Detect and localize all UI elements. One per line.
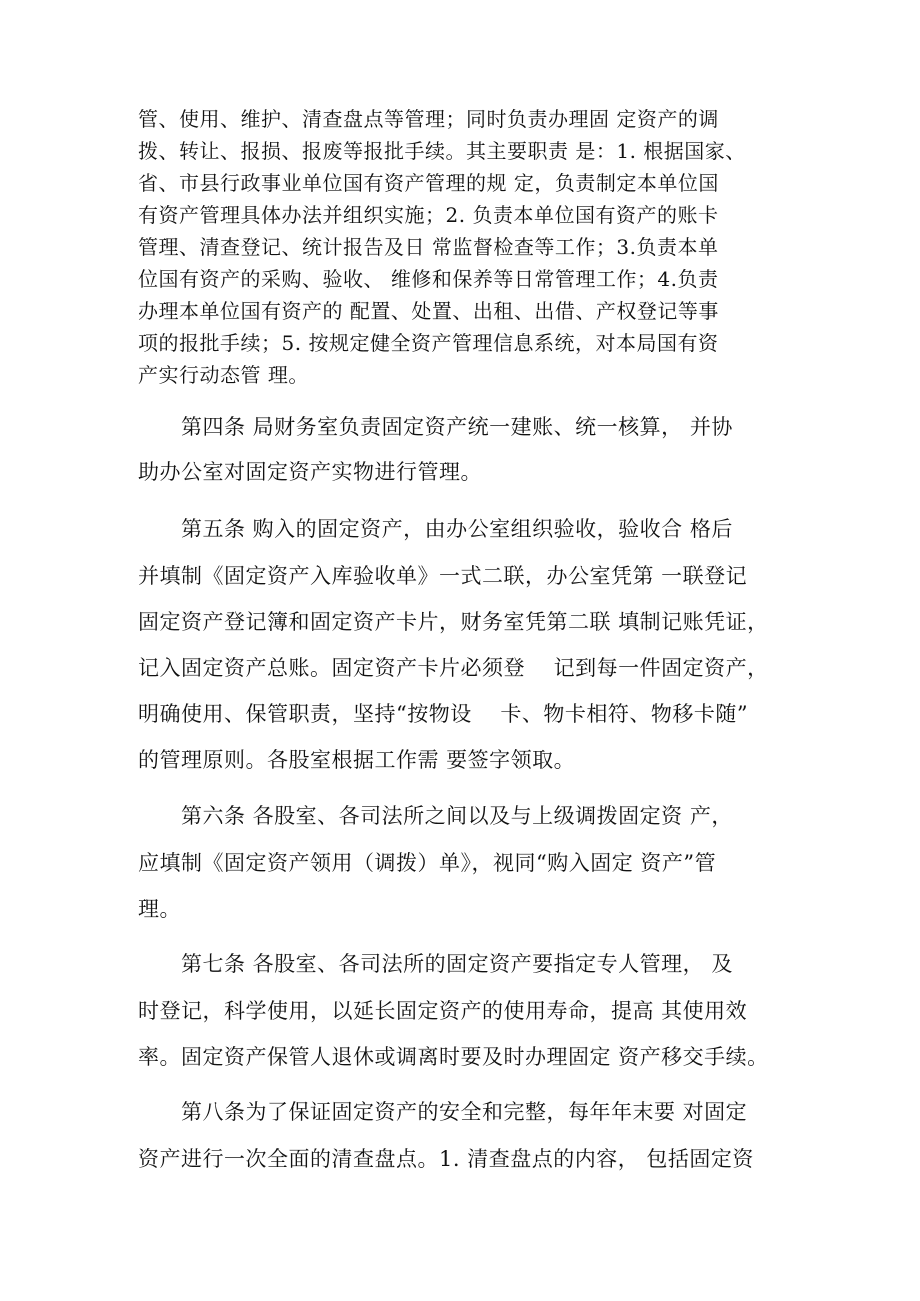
text-line: 第四条 局财务室负责固定资产统一建账、统一核算， 并协 xyxy=(138,415,733,439)
text-line: 第五条 购入的固定资产，由办公室组织验收，验收合 格后 xyxy=(138,517,733,541)
text-line: 应填制《固定资产领用（调拨）单》，视同“购入固定 资产”管 xyxy=(138,851,717,875)
text-line: 第七条 各股室、各司法所的固定资产要指定专人管理， 及 xyxy=(138,952,733,976)
text-line: 有资产管理具体办法并组织实施；2. 负责本单位国有资产的账卡 xyxy=(138,203,719,227)
text-line: 的管理原则。各股室根据工作需 要签字领取。 xyxy=(138,748,576,772)
text-line: 明确使用、保管职责，坚持“按物设 卡、物卡相符、物移卡随” xyxy=(138,702,749,726)
text-line: 资产进行一次全面的清查盘点。1. 清查盘点的内容， 包括固定资 xyxy=(138,1147,754,1171)
text-line: 并填制《固定资产入库验收单》一式二联，办公室凭第 一联登记 xyxy=(138,564,748,588)
text-line: 拨、转让、报损、报废等报批手续。其主要职责 是：1. 根据国家、 xyxy=(138,139,746,163)
text-line: 项的报批手续；5. 按规定健全资产管理信息系统，对本局国有资 xyxy=(138,331,719,355)
text-line: 第八条为了保证固定资产的安全和完整，每年年末要 对固定 xyxy=(138,1100,748,1124)
text-line: 记入固定资产总账。固定资产卡片必须登 记到每一件固定资产， xyxy=(138,656,769,680)
text-line: 办理本单位国有资产的 配置、处置、出租、出借、产权登记等事 xyxy=(138,299,719,323)
text-line: 时登记，科学使用，以延长固定资产的使用寿命，提高 其使用效 xyxy=(138,999,748,1023)
text-line: 率。固定资产保管人退休或调离时要及时办理固定 资产移交手续。 xyxy=(138,1045,769,1069)
text-line: 产实行动态管 理。 xyxy=(138,363,309,387)
text-line: 第六条 各股室、各司法所之间以及与上级调拨固定资 产， xyxy=(138,804,733,828)
text-line: 助办公室对固定资产实物进行管理。 xyxy=(138,460,482,484)
text-line: 位国有资产的采购、验收、 维修和保养等日常管理工作；4.负责 xyxy=(138,267,719,291)
text-line: 省、市县行政事业单位国有资产管理的规 定，负责制定本单位国 xyxy=(138,171,719,195)
text-line: 固定资产登记簿和固定资产卡片，财务室凭第二联 填制记账凭证， xyxy=(138,610,769,634)
text-line: 管理、清查登记、统计报告及日 常监督检查等工作；3.负责本单 xyxy=(138,235,719,259)
text-line: 理。 xyxy=(138,897,181,921)
text-line: 管、使用、维护、清查盘点等管理；同时负责办理固 定资产的调 xyxy=(138,107,719,131)
